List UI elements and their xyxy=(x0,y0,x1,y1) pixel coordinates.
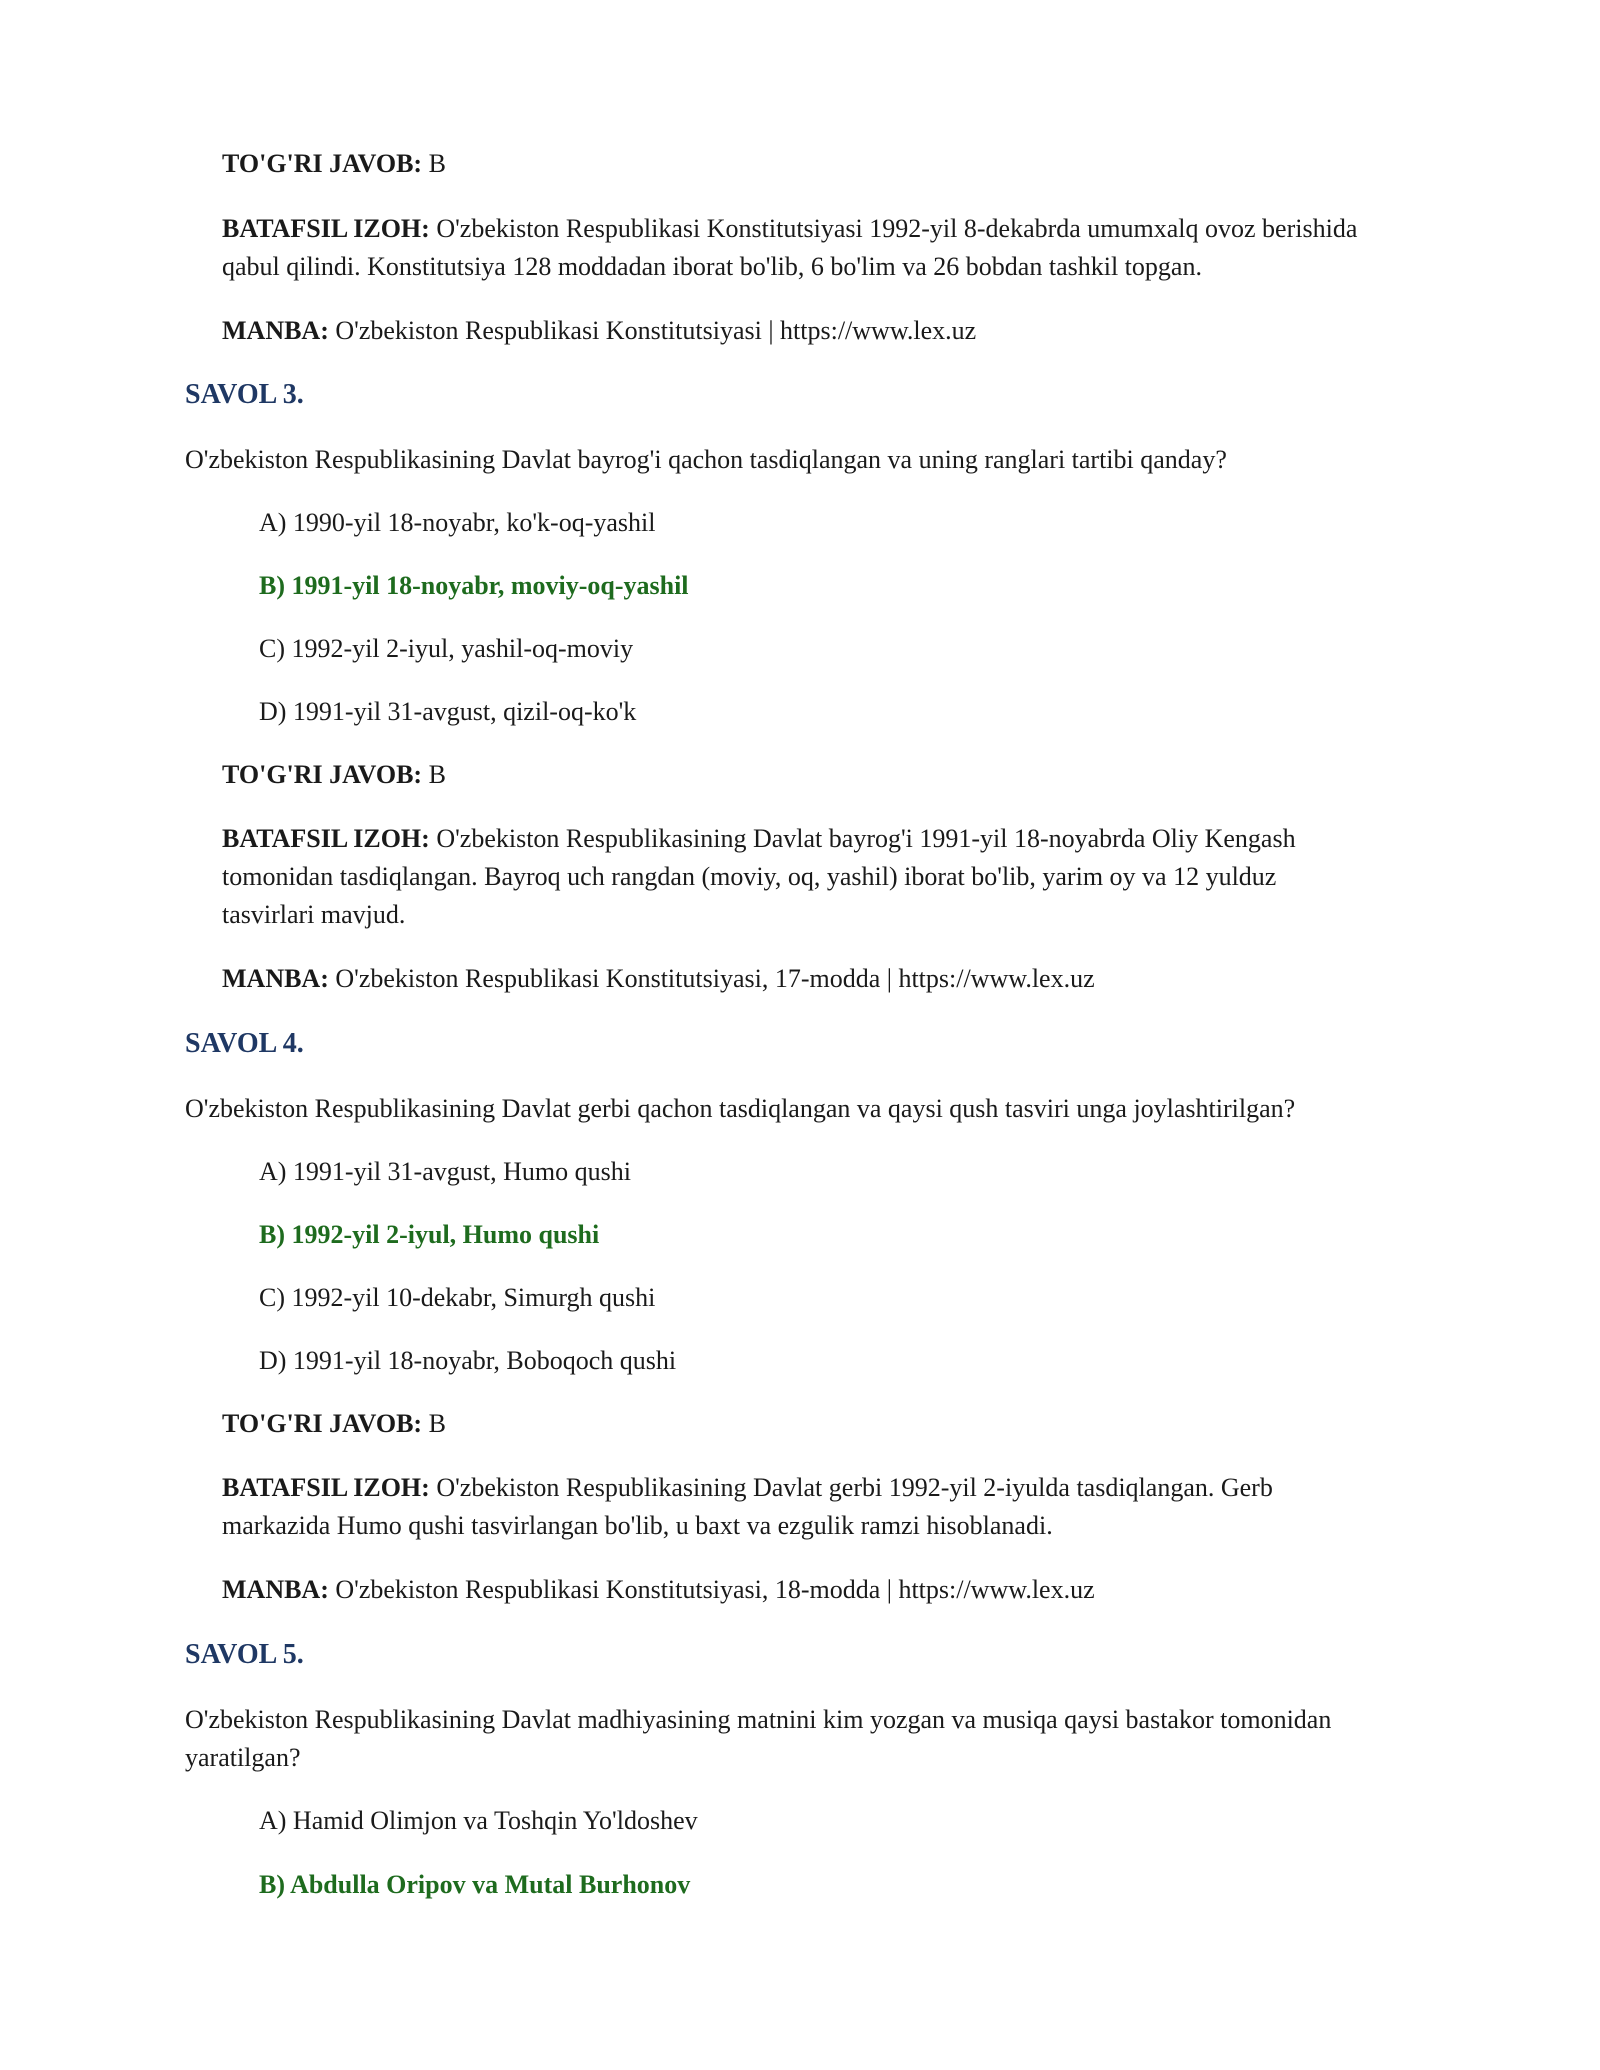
question-text: O'zbekiston Respublikasining Davlat madhiyasining matnini kim yozgan va musiqa qaysi bastakor tomonidan xyxy=(185,1705,1332,1734)
explanation-text: markazida Humo qushi tasvirlangan bo'lib, u baxt va ezgulik ramzi hisoblanadi. xyxy=(222,1511,1053,1540)
question-text: O'zbekiston Respublikasining Davlat bayrog'i qachon tasdiqlangan va uning ranglari tartibi qanday? xyxy=(185,445,1227,474)
question-heading: SAVOL 3. xyxy=(185,379,304,410)
explanation-label: BATAFSIL IZOH: xyxy=(222,214,430,243)
option-c: C) 1992-yil 2-iyul, yashil-oq-moviy xyxy=(259,634,634,663)
source-line xyxy=(222,960,1095,998)
answer-line xyxy=(222,1405,446,1443)
option-b-correct: B) Abdulla Oripov va Mutal Burhonov xyxy=(259,1870,691,1899)
answer-value: B xyxy=(422,760,446,789)
source-text: O'zbekiston Respublikasi Konstitutsiyasi | https://www.lex.uz xyxy=(328,316,977,345)
source-text: O'zbekiston Respublikasi Konstitutsiyasi, 17-modda | https://www.lex.uz xyxy=(328,964,1095,993)
option-d: D) 1991-yil 18-noyabr, Boboqoch qushi xyxy=(259,1346,677,1375)
source-label: MANBA: xyxy=(222,1575,329,1604)
source-line xyxy=(222,312,976,350)
explanation-text: tasvirlari mavjud. xyxy=(222,900,406,929)
question-heading: SAVOL 5. xyxy=(185,1639,304,1670)
explanation-label: BATAFSIL IZOH: xyxy=(222,824,430,853)
explanation-line xyxy=(222,820,1296,858)
question-text: yaratilgan? xyxy=(185,1743,301,1772)
answer-label: TO'G'RI JAVOB: xyxy=(222,149,423,178)
explanation-label: BATAFSIL IZOH: xyxy=(222,1473,430,1502)
answer-line xyxy=(222,756,446,794)
source-text: O'zbekiston Respublikasi Konstitutsiyasi, 18-modda | https://www.lex.uz xyxy=(328,1575,1095,1604)
option-a: A) Hamid Olimjon va Toshqin Yo'ldoshev xyxy=(259,1806,698,1835)
question-heading: SAVOL 4. xyxy=(185,1028,304,1059)
option-c: C) 1992-yil 10-dekabr, Simurgh qushi xyxy=(259,1283,656,1312)
option-b-correct: B) 1991-yil 18-noyabr, moviy-oq-yashil xyxy=(259,571,689,600)
explanation-text: O'zbekiston Respublikasi Konstitutsiyasi 1992-yil 8-dekabrda umumxalq ovoz berishida xyxy=(429,214,1358,243)
explanation-text: qabul qilindi. Konstitutsiya 128 moddadan iborat bo'lib, 6 bo'lim va 26 bobdan tashkil topgan. xyxy=(222,252,1202,281)
option-d: D) 1991-yil 31-avgust, qizil-oq-ko'k xyxy=(259,697,637,726)
explanation-line xyxy=(222,1469,1273,1507)
option-a: A) 1991-yil 31-avgust, Humo qushi xyxy=(259,1157,631,1186)
answer-value: B xyxy=(422,1409,446,1438)
question-text: O'zbekiston Respublikasining Davlat gerbi qachon tasdiqlangan va qaysi qush tasviri unga joylashtirilgan? xyxy=(185,1094,1296,1123)
explanation-text: O'zbekiston Respublikasining Davlat bayrog'i 1991-yil 18-noyabrda Oliy Kengash xyxy=(429,824,1296,853)
option-b-correct: B) 1992-yil 2-iyul, Humo qushi xyxy=(259,1220,600,1249)
source-label: MANBA: xyxy=(222,316,329,345)
source-line xyxy=(222,1571,1095,1609)
source-label: MANBA: xyxy=(222,964,329,993)
answer-label: TO'G'RI JAVOB: xyxy=(222,1409,423,1438)
explanation-text: tomonidan tasdiqlangan. Bayroq uch rangdan (moviy, oq, yashil) iborat bo'lib, yarim oy va 12 yulduz xyxy=(222,862,1277,891)
explanation-line xyxy=(222,210,1357,248)
answer-label: TO'G'RI JAVOB: xyxy=(222,760,423,789)
answer-value: B xyxy=(422,149,446,178)
option-a: A) 1990-yil 18-noyabr, ko'k-oq-yashil xyxy=(259,508,656,537)
answer-line xyxy=(222,145,446,183)
explanation-text: O'zbekiston Respublikasining Davlat gerbi 1992-yil 2-iyulda tasdiqlangan. Gerb xyxy=(429,1473,1273,1502)
